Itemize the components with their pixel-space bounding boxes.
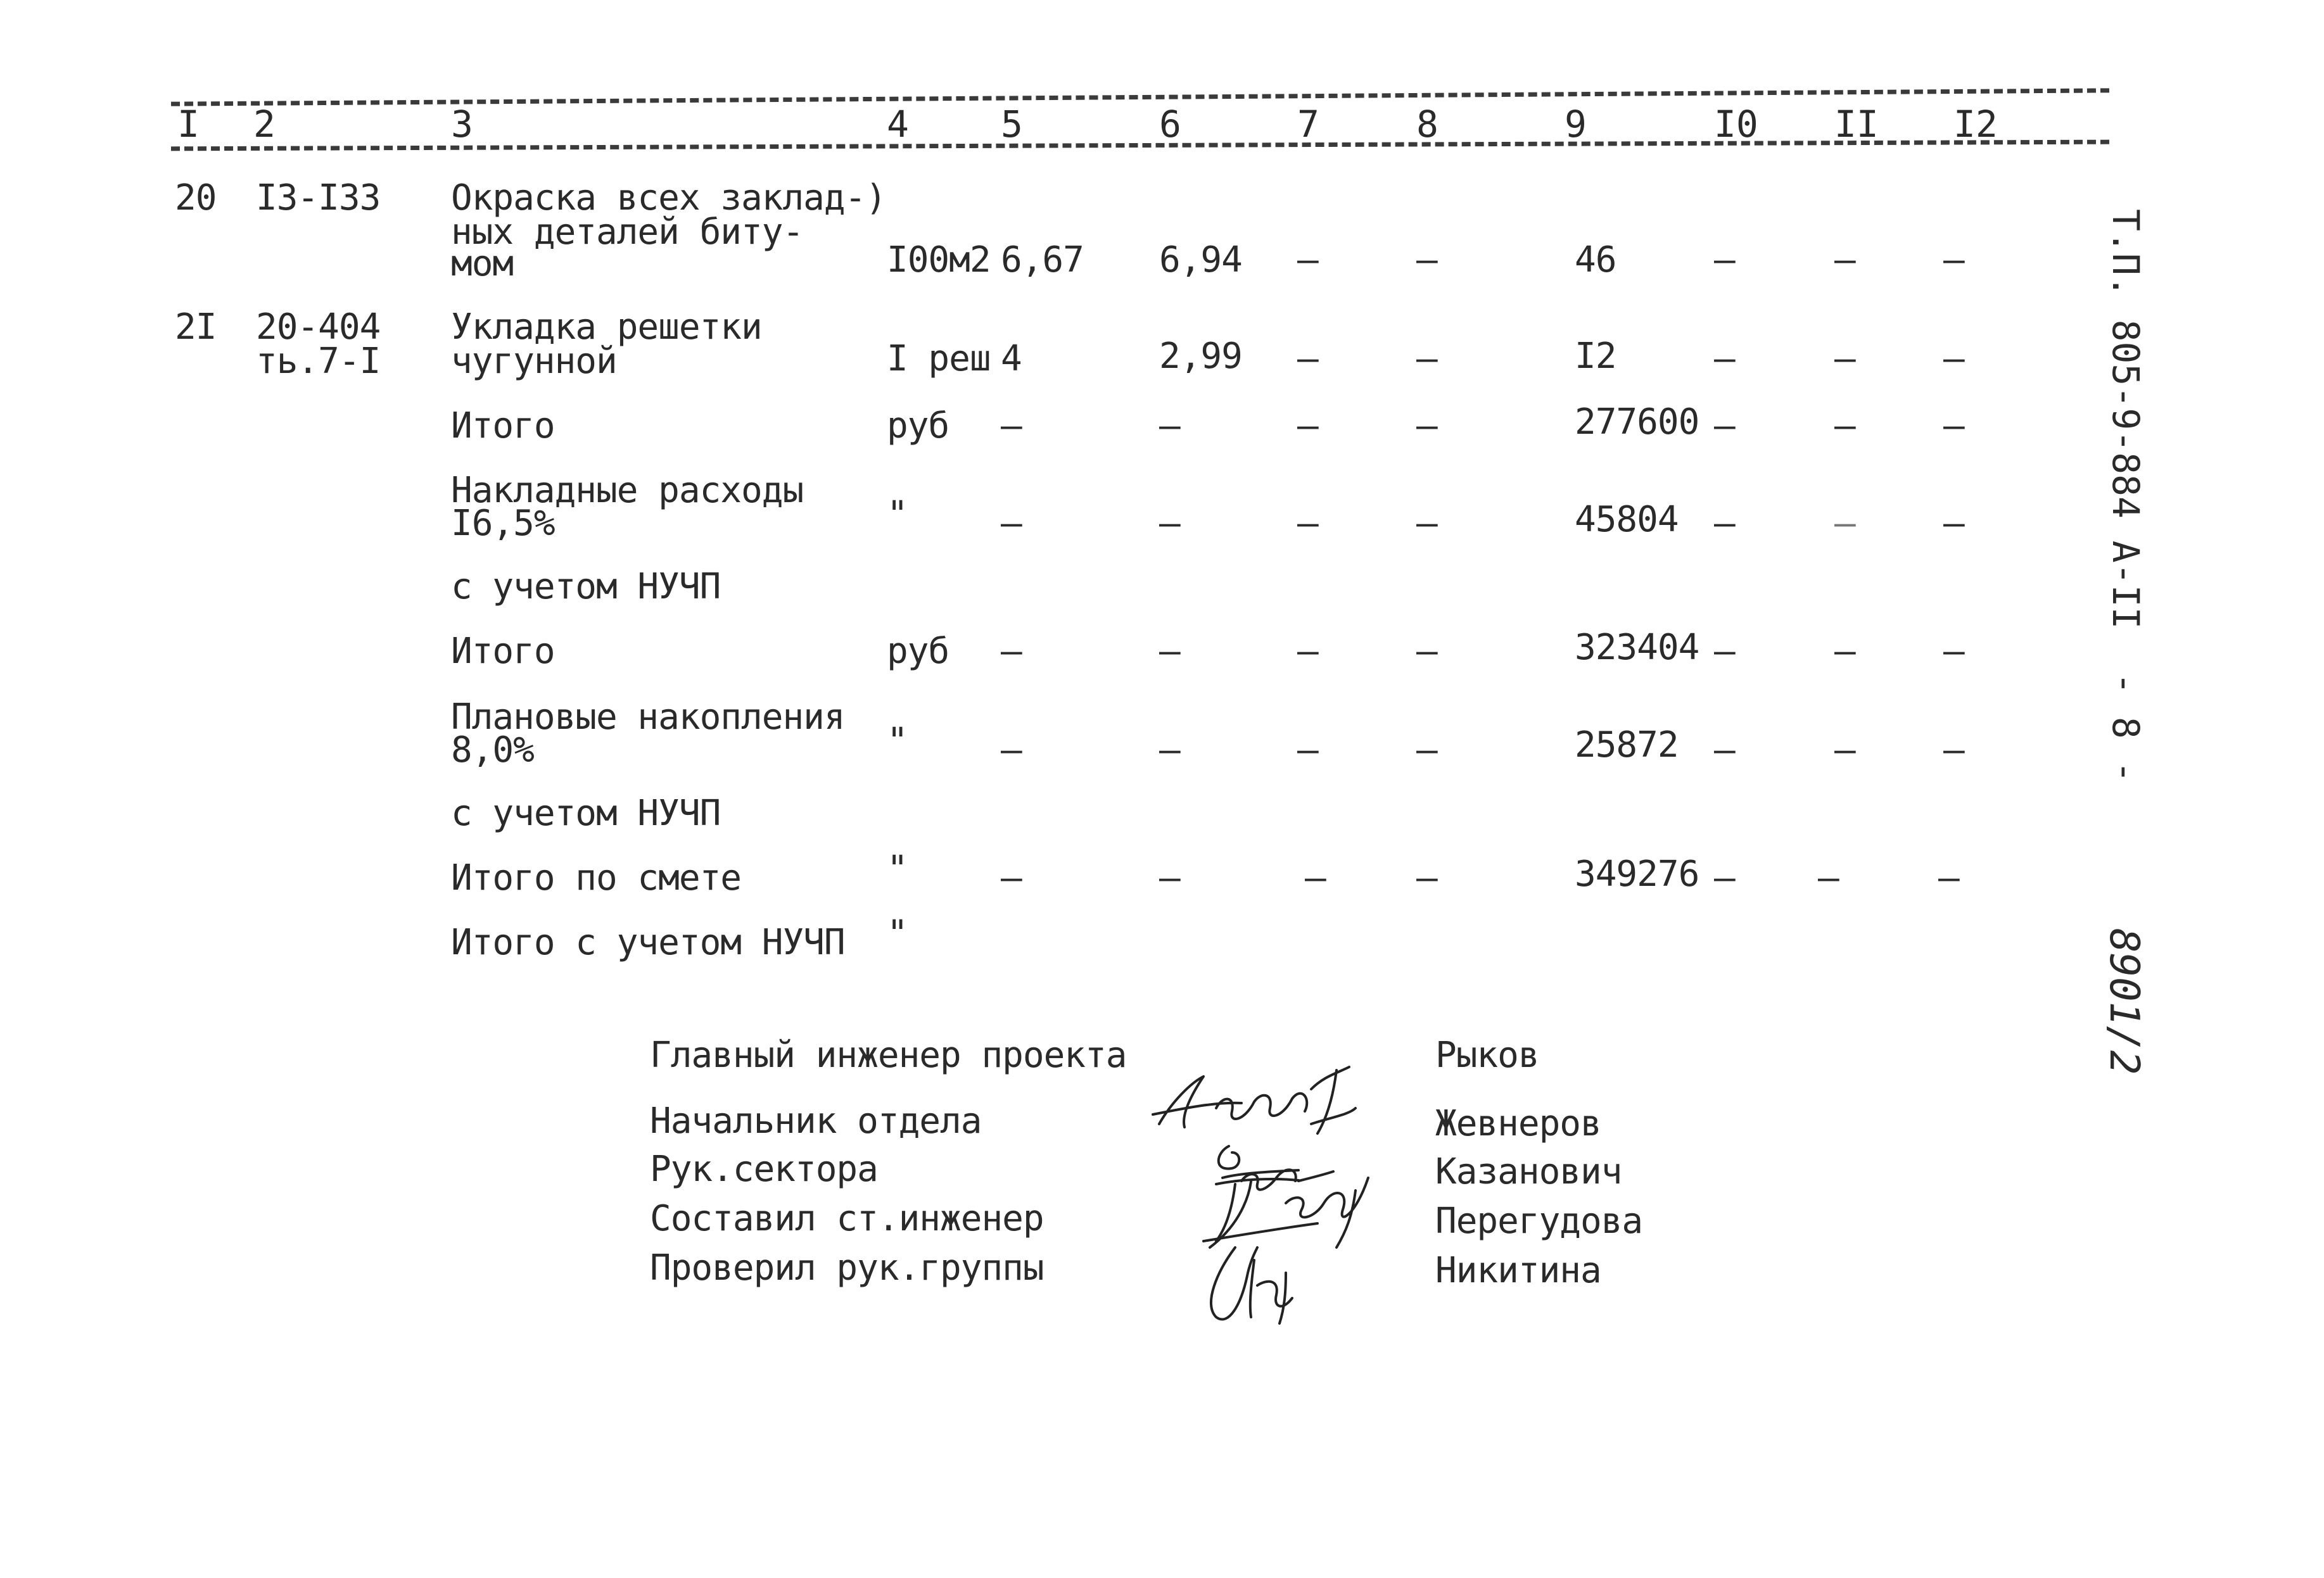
total-col12: – xyxy=(1943,631,1964,672)
handwritten-signature xyxy=(1146,1064,1362,1140)
total-unit: " xyxy=(887,849,908,890)
col-header-5: 5 xyxy=(1001,103,1023,146)
row-code: ть.7-I xyxy=(256,341,381,382)
total-col7: – xyxy=(1297,729,1318,771)
col-header-11: II xyxy=(1834,103,1879,146)
col-header-4: 4 xyxy=(887,103,909,146)
row-unit: I00м2 xyxy=(887,239,991,281)
signatory-position: Составил ст.инженер xyxy=(650,1198,1044,1239)
row-col7: – xyxy=(1297,239,1318,281)
total-col5: – xyxy=(1001,729,1022,771)
total-col9: 323404 xyxy=(1575,627,1699,668)
total-name: Накладные расходы xyxy=(451,470,804,511)
row-col9: 46 xyxy=(1575,239,1616,281)
row-col5: 4 xyxy=(1001,338,1022,379)
total-col8: – xyxy=(1416,405,1437,446)
row-col10: – xyxy=(1714,239,1735,281)
total-col5: – xyxy=(1001,503,1022,544)
total-name: 8,0% xyxy=(451,729,534,771)
col-header-9: 9 xyxy=(1565,103,1587,146)
signatory-position: Рук.сектора xyxy=(650,1149,878,1190)
row-unit: I реш xyxy=(887,338,991,379)
handwritten-signature xyxy=(1191,1235,1305,1330)
total-unit: руб xyxy=(887,405,949,446)
total-col10: – xyxy=(1714,729,1735,771)
signatory-name: Рыков xyxy=(1435,1035,1539,1076)
total-col5: – xyxy=(1001,857,1022,899)
col-header-12: I2 xyxy=(1953,103,1998,146)
sheet-number: 8901/2 xyxy=(2100,928,2147,1075)
total-col10: – xyxy=(1714,503,1735,544)
row-col11: – xyxy=(1834,239,1855,281)
total-col9: 25872 xyxy=(1575,724,1679,766)
signatory-name: Жевнеров xyxy=(1435,1103,1601,1144)
total-note: с учетом НУЧП xyxy=(451,793,721,834)
total-col7: – xyxy=(1305,857,1326,899)
signatory-name: Перегудова xyxy=(1435,1201,1643,1242)
total-unit: " xyxy=(887,721,908,762)
row-col5: 6,67 xyxy=(1001,239,1084,281)
row-number: 2I xyxy=(175,306,217,348)
total-col8: – xyxy=(1416,857,1437,899)
row-name-line: Укладка решетки xyxy=(451,306,762,348)
total-col11: – xyxy=(1834,631,1855,672)
total-col10: – xyxy=(1714,631,1735,672)
row-col12: – xyxy=(1943,239,1964,281)
total-col5: – xyxy=(1001,405,1022,446)
total-col11: – xyxy=(1834,405,1855,446)
col-header-8: 8 xyxy=(1416,103,1438,146)
total-name: Итого xyxy=(451,631,555,672)
row-name-line: Окраска всех заклад-) xyxy=(451,177,887,218)
col-header-10: I0 xyxy=(1714,103,1758,146)
col-header-3: 3 xyxy=(451,103,473,146)
total-unit: руб xyxy=(887,631,949,672)
total-col12: – xyxy=(1938,857,1959,899)
signatory-position: Главный инженер проекта xyxy=(650,1035,1127,1076)
total-col12: – xyxy=(1943,405,1964,446)
total-name: I6,5% xyxy=(451,503,555,544)
total-col7: – xyxy=(1297,631,1318,672)
total-col12: – xyxy=(1943,503,1964,544)
total-col10: – xyxy=(1714,405,1735,446)
total-col5: – xyxy=(1001,631,1022,672)
total-name: Плановые накопления xyxy=(451,697,845,738)
signatory-position: Начальник отдела xyxy=(650,1101,982,1142)
total-unit: " xyxy=(887,494,908,535)
signatory-name: Казанович xyxy=(1435,1151,1622,1192)
col-header-6: 6 xyxy=(1159,103,1181,146)
total-name: Итого с учетом НУЧП xyxy=(451,922,845,963)
row-col7: – xyxy=(1297,338,1318,379)
row-col8: – xyxy=(1416,239,1437,281)
total-unit: " xyxy=(887,913,908,954)
total-col7: – xyxy=(1297,405,1318,446)
row-name-line: чугунной xyxy=(451,341,617,382)
total-col12: – xyxy=(1943,729,1964,771)
total-col8: – xyxy=(1416,729,1437,771)
row-name-line: мом xyxy=(451,243,514,284)
total-col11: – xyxy=(1834,729,1855,771)
total-col7: – xyxy=(1297,503,1318,544)
page-number: - 8 - xyxy=(2104,672,2147,783)
row-col10: – xyxy=(1714,338,1735,379)
row-col6: 6,94 xyxy=(1159,239,1242,281)
total-col8: – xyxy=(1416,631,1437,672)
total-col11: – xyxy=(1818,857,1839,899)
total-name: Итого по смете xyxy=(451,857,742,899)
total-col9: 349276 xyxy=(1575,854,1699,895)
total-col9: 277600 xyxy=(1575,401,1699,443)
signatory-position: Проверил рук.группы xyxy=(650,1247,1044,1289)
row-name-line: ных деталей биту- xyxy=(451,211,804,253)
row-code: I3-I33 xyxy=(256,177,381,218)
row-code: 20-404 xyxy=(256,306,381,348)
row-col9: I2 xyxy=(1575,336,1616,377)
total-col9: 45804 xyxy=(1575,499,1679,540)
signatory-name: Никитина xyxy=(1435,1250,1601,1291)
col-header-7: 7 xyxy=(1297,103,1319,146)
total-note: с учетом НУЧП xyxy=(451,566,721,607)
total-col6: – xyxy=(1159,857,1180,899)
total-name: Итого xyxy=(451,405,555,446)
row-number: 20 xyxy=(175,177,217,218)
row-col12: – xyxy=(1943,338,1964,379)
total-col6: – xyxy=(1159,631,1180,672)
total-col8: – xyxy=(1416,503,1437,544)
total-col6: – xyxy=(1159,729,1180,771)
col-header-1: I xyxy=(177,103,200,146)
total-col11: – xyxy=(1834,503,1855,544)
row-col11: – xyxy=(1834,338,1855,379)
total-col10: – xyxy=(1714,857,1735,899)
row-col8: – xyxy=(1416,338,1437,379)
total-col6: – xyxy=(1159,503,1180,544)
row-col6: 2,99 xyxy=(1159,336,1242,377)
document-code: Т.П. 805-9-884 А-II xyxy=(2104,209,2147,629)
col-header-2: 2 xyxy=(253,103,276,146)
total-col6: – xyxy=(1159,405,1180,446)
